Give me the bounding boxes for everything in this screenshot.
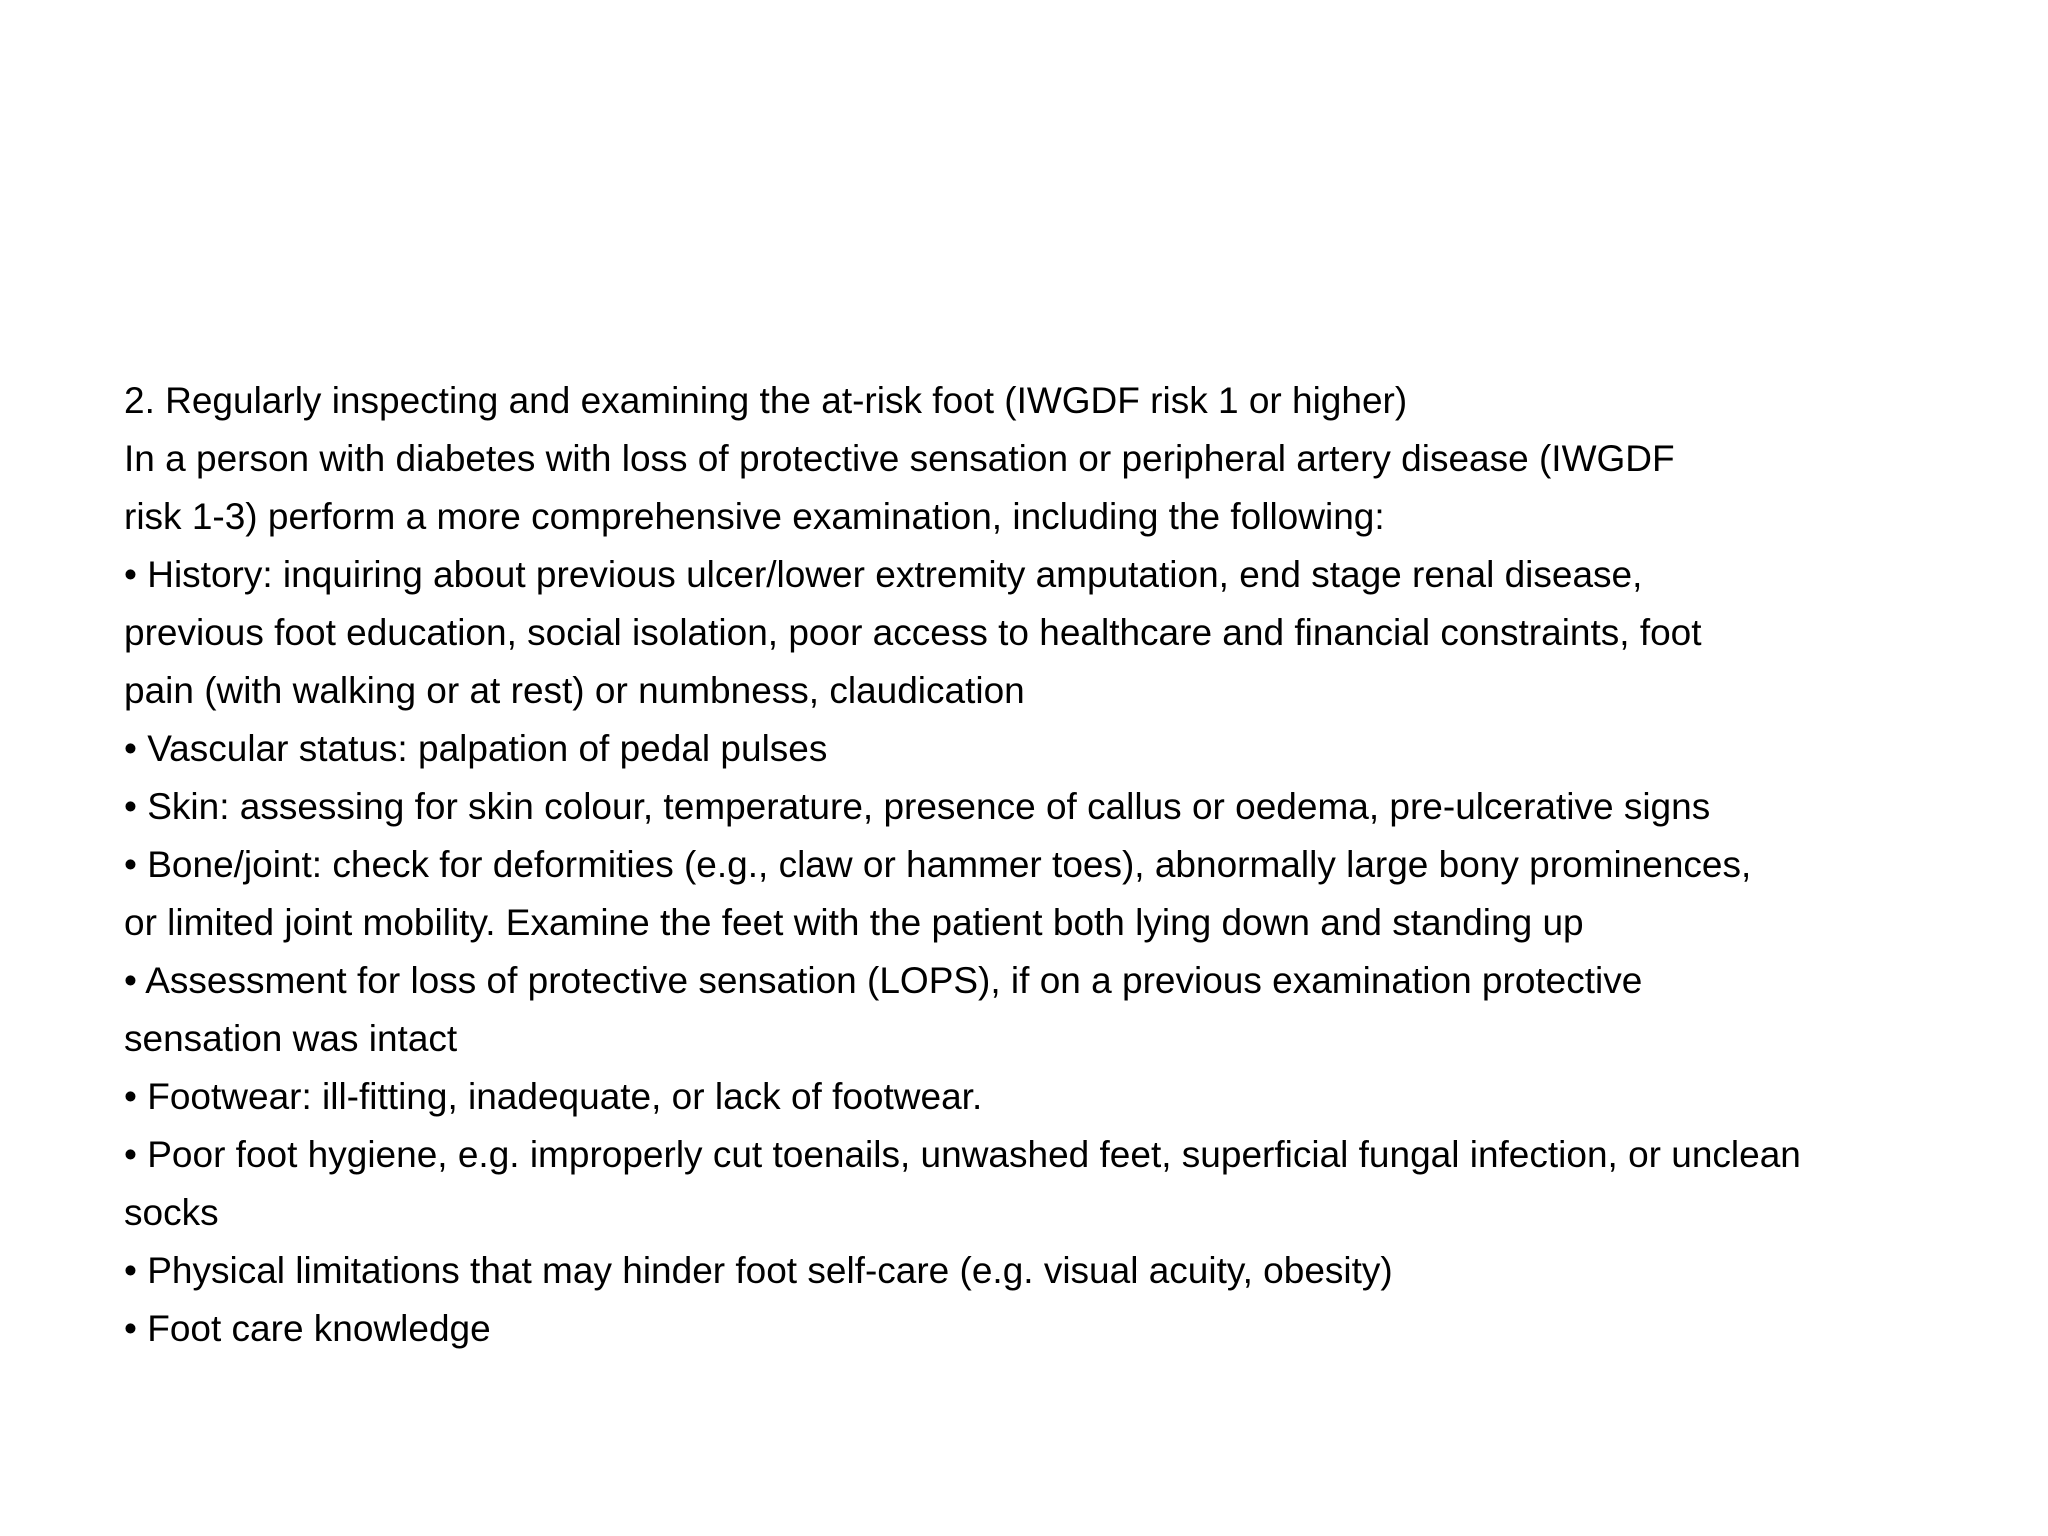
- bullet-physical-limitations: • Physical limitations that may hinder foot self-care (e.g. visual acuity, obesity): [124, 1250, 1393, 1291]
- bullet-footwear: • Footwear: ill-fitting, inadequate, or lack of footwear.: [124, 1076, 983, 1117]
- bullet-foot-hygiene-cont: socks: [124, 1192, 219, 1233]
- bullet-bone-joint: • Bone/joint: check for deformities (e.g., claw or hammer toes), abnormally large bony prominences,: [124, 844, 1752, 885]
- bullet-history: • History: inquiring about previous ulcer/lower extremity amputation, end stage renal disease,: [124, 554, 1643, 595]
- text-line-intro-1: In a person with diabetes with loss of protective sensation or peripheral artery disease (IWGDF: [124, 438, 1675, 479]
- bullet-history-cont-1: previous foot education, social isolation, poor access to healthcare and financial constraints, foot: [124, 612, 1702, 653]
- section-heading: 2. Regularly inspecting and examining the at-risk foot (IWGDF risk 1 or higher): [124, 380, 1408, 421]
- bullet-lops-assessment-cont: sensation was intact: [124, 1018, 458, 1059]
- bullet-vascular-status: • Vascular status: palpation of pedal pulses: [124, 728, 828, 769]
- bullet-foot-care-knowledge: • Foot care knowledge: [124, 1308, 491, 1349]
- bullet-history-cont-2: pain (with walking or at rest) or numbness, claudication: [124, 670, 1025, 711]
- bullet-skin: • Skin: assessing for skin colour, temperature, presence of callus or oedema, pre-ulcerative signs: [124, 786, 1711, 827]
- body-text-block: [124, 372, 1944, 1358]
- bullet-lops-assessment: • Assessment for loss of protective sensation (LOPS), if on a previous examination protective: [124, 960, 1643, 1001]
- text-line-intro-2: risk 1-3) perform a more comprehensive examination, including the following:: [124, 496, 1385, 537]
- bullet-foot-hygiene: • Poor foot hygiene, e.g. improperly cut toenails, unwashed feet, superficial fungal infection, or unclean: [124, 1134, 1801, 1175]
- bullet-bone-joint-cont: or limited joint mobility. Examine the feet with the patient both lying down and standing up: [124, 902, 1584, 943]
